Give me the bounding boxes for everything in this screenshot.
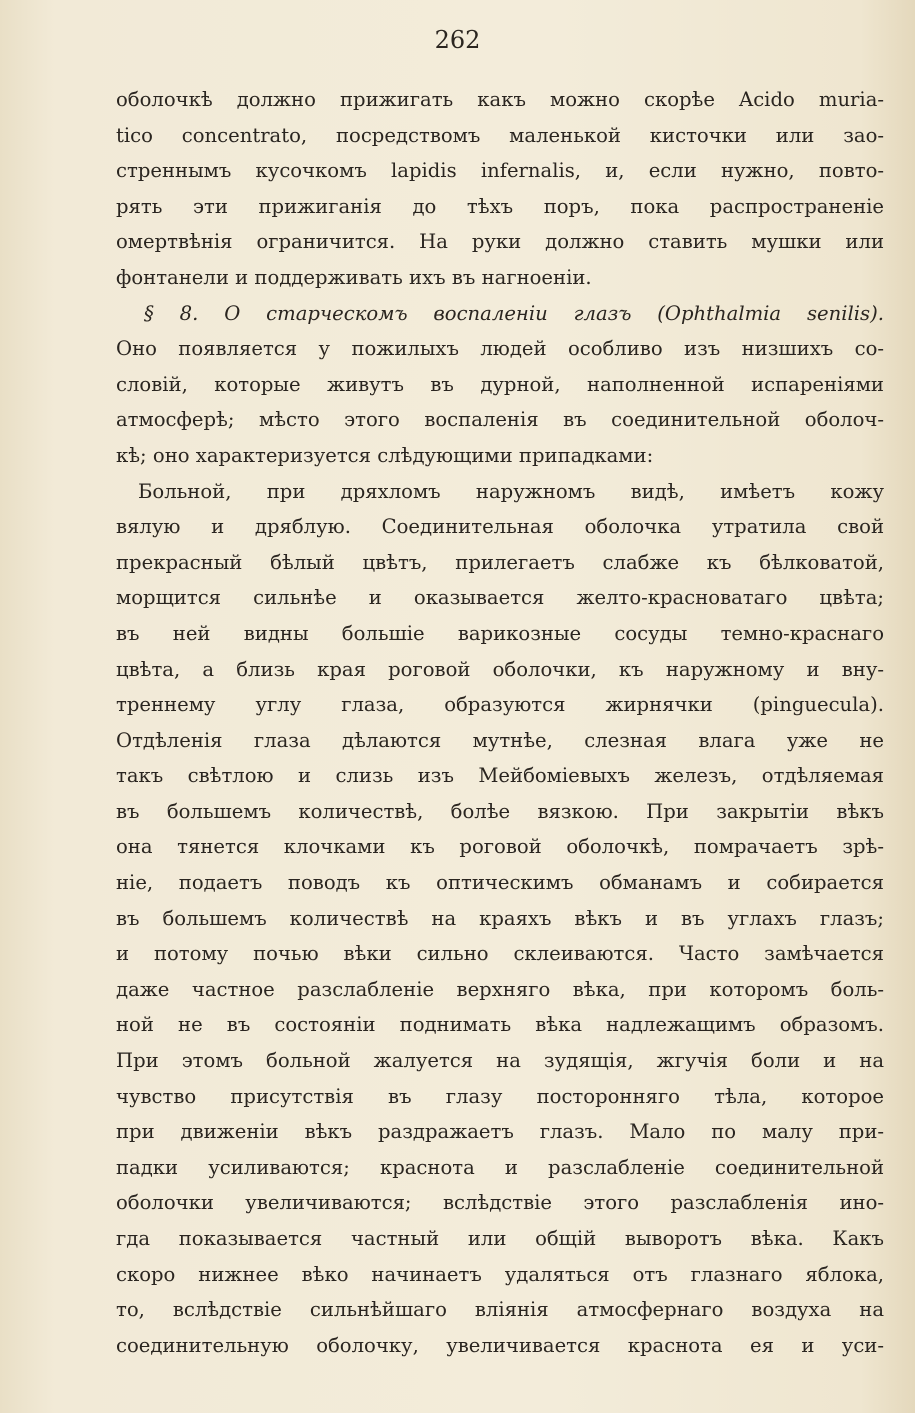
text-line: Оно появляется у пожилыхъ людей особливо изъ низшихъ со-: [116, 337, 884, 361]
text-line: ной не въ состояніи поднимать вѣка надлежащимъ образомъ.: [116, 1013, 884, 1037]
text-line: гда показывается частный или общій выворотъ вѣка. Какъ: [116, 1227, 884, 1250]
text-line: фонтанели и поддерживать ихъ въ нагноеніи.: [116, 265, 592, 289]
text-line: она тянется клочками къ роговой оболочкѣ, помрачаетъ зрѣ-: [116, 835, 884, 859]
text-line: такъ свѣтлою и слизь изъ Мейбоміевыхъ железъ, отдѣляемая: [116, 764, 884, 788]
body-text: [116, 82, 884, 1363]
text-line: стреннымъ кусочкомъ lapidis infernalis, и, если нужно, повто-: [116, 159, 884, 183]
text-line: оболочкѣ должно прижигать какъ можно скорѣе Acido muria-: [116, 88, 884, 111]
text-line: рять эти прижиганія до тѣхъ поръ, пока распространеніе: [116, 194, 884, 218]
text-line: атмосферѣ; мѣсто этого воспаленія въ соединительной оболоч-: [116, 408, 884, 432]
text-line: и потому почью вѣки сильно склеиваются. Часто замѣчается: [116, 942, 884, 966]
text-line: то, вслѣдствіе сильнѣйшаго вліянія атмосфернаго воздуха на: [116, 1298, 884, 1322]
text-line: словій, которые живутъ въ дурной, наполненной испареніями: [116, 372, 884, 396]
section-heading: § 8. О старческомъ воспаленіи глазъ (Ophthalmia senilis).: [144, 301, 884, 325]
text-line: Отдѣленія глаза дѣлаются мутнѣе, слезная влага уже не: [116, 728, 884, 752]
text-line: падки усиливаются; краснота и разслабленіе соединительной: [116, 1155, 884, 1179]
text-line: tico concentrato, посредствомъ маленькой кисточки или зао-: [116, 123, 884, 147]
text-line: ніе, подаетъ поводъ къ оптическимъ обманамъ и собирается: [116, 871, 884, 895]
text-line: омертвѣнія ограничится. На руки должно ставить мушки или: [116, 230, 884, 254]
text-line: скоро нижнее вѣко начинаетъ удаляться отъ глазнаго яблока,: [116, 1262, 884, 1286]
text-line: прекрасный бѣлый цвѣтъ, прилегаетъ слабже къ бѣлковатой,: [116, 550, 884, 574]
text-line: кѣ; оно характеризуется слѣдующими припадками:: [116, 443, 654, 467]
text-line: въ большемъ количествѣ, болѣе вязкою. При закрытіи вѣкъ: [116, 799, 884, 823]
text-line: цвѣта, а близь края роговой оболочки, къ наружному и вну-: [116, 657, 884, 681]
page-number: 262: [434, 26, 481, 54]
text-line: въ ней видны большіе варикозные сосуды темно-краснаго: [116, 621, 884, 645]
text-line: чувство присутствія въ глазу посторонняго тѣла, которое: [116, 1084, 884, 1108]
text-line: въ большемъ количествѣ на краяхъ вѣкъ и въ углахъ глазъ;: [116, 906, 884, 930]
text-line: Больной, при дряхломъ наружномъ видѣ, имѣетъ кожу: [138, 479, 884, 503]
text-line: морщится сильнѣе и оказывается желто-красноватаго цвѣта;: [116, 586, 884, 610]
text-line: при движеніи вѣкъ раздражаетъ глазъ. Мало по малу при-: [116, 1120, 884, 1144]
text-line: даже частное разслабленіе верхняго вѣка, при которомъ боль-: [116, 977, 884, 1001]
text-line: оболочки увеличиваются; вслѣдствіе этого разслабленія ино-: [116, 1191, 884, 1215]
text-line: При этомъ больной жалуется на зудящія, жгучія боли и на: [116, 1049, 884, 1073]
text-line: вялую и дряблую. Соединительная оболочка утратила свой: [116, 515, 884, 539]
text-line: треннему углу глаза, образуются жирнячки (pinguecula).: [116, 693, 884, 717]
text-line: соединительную оболочку, увеличивается краснота ея и уси-: [116, 1333, 884, 1357]
